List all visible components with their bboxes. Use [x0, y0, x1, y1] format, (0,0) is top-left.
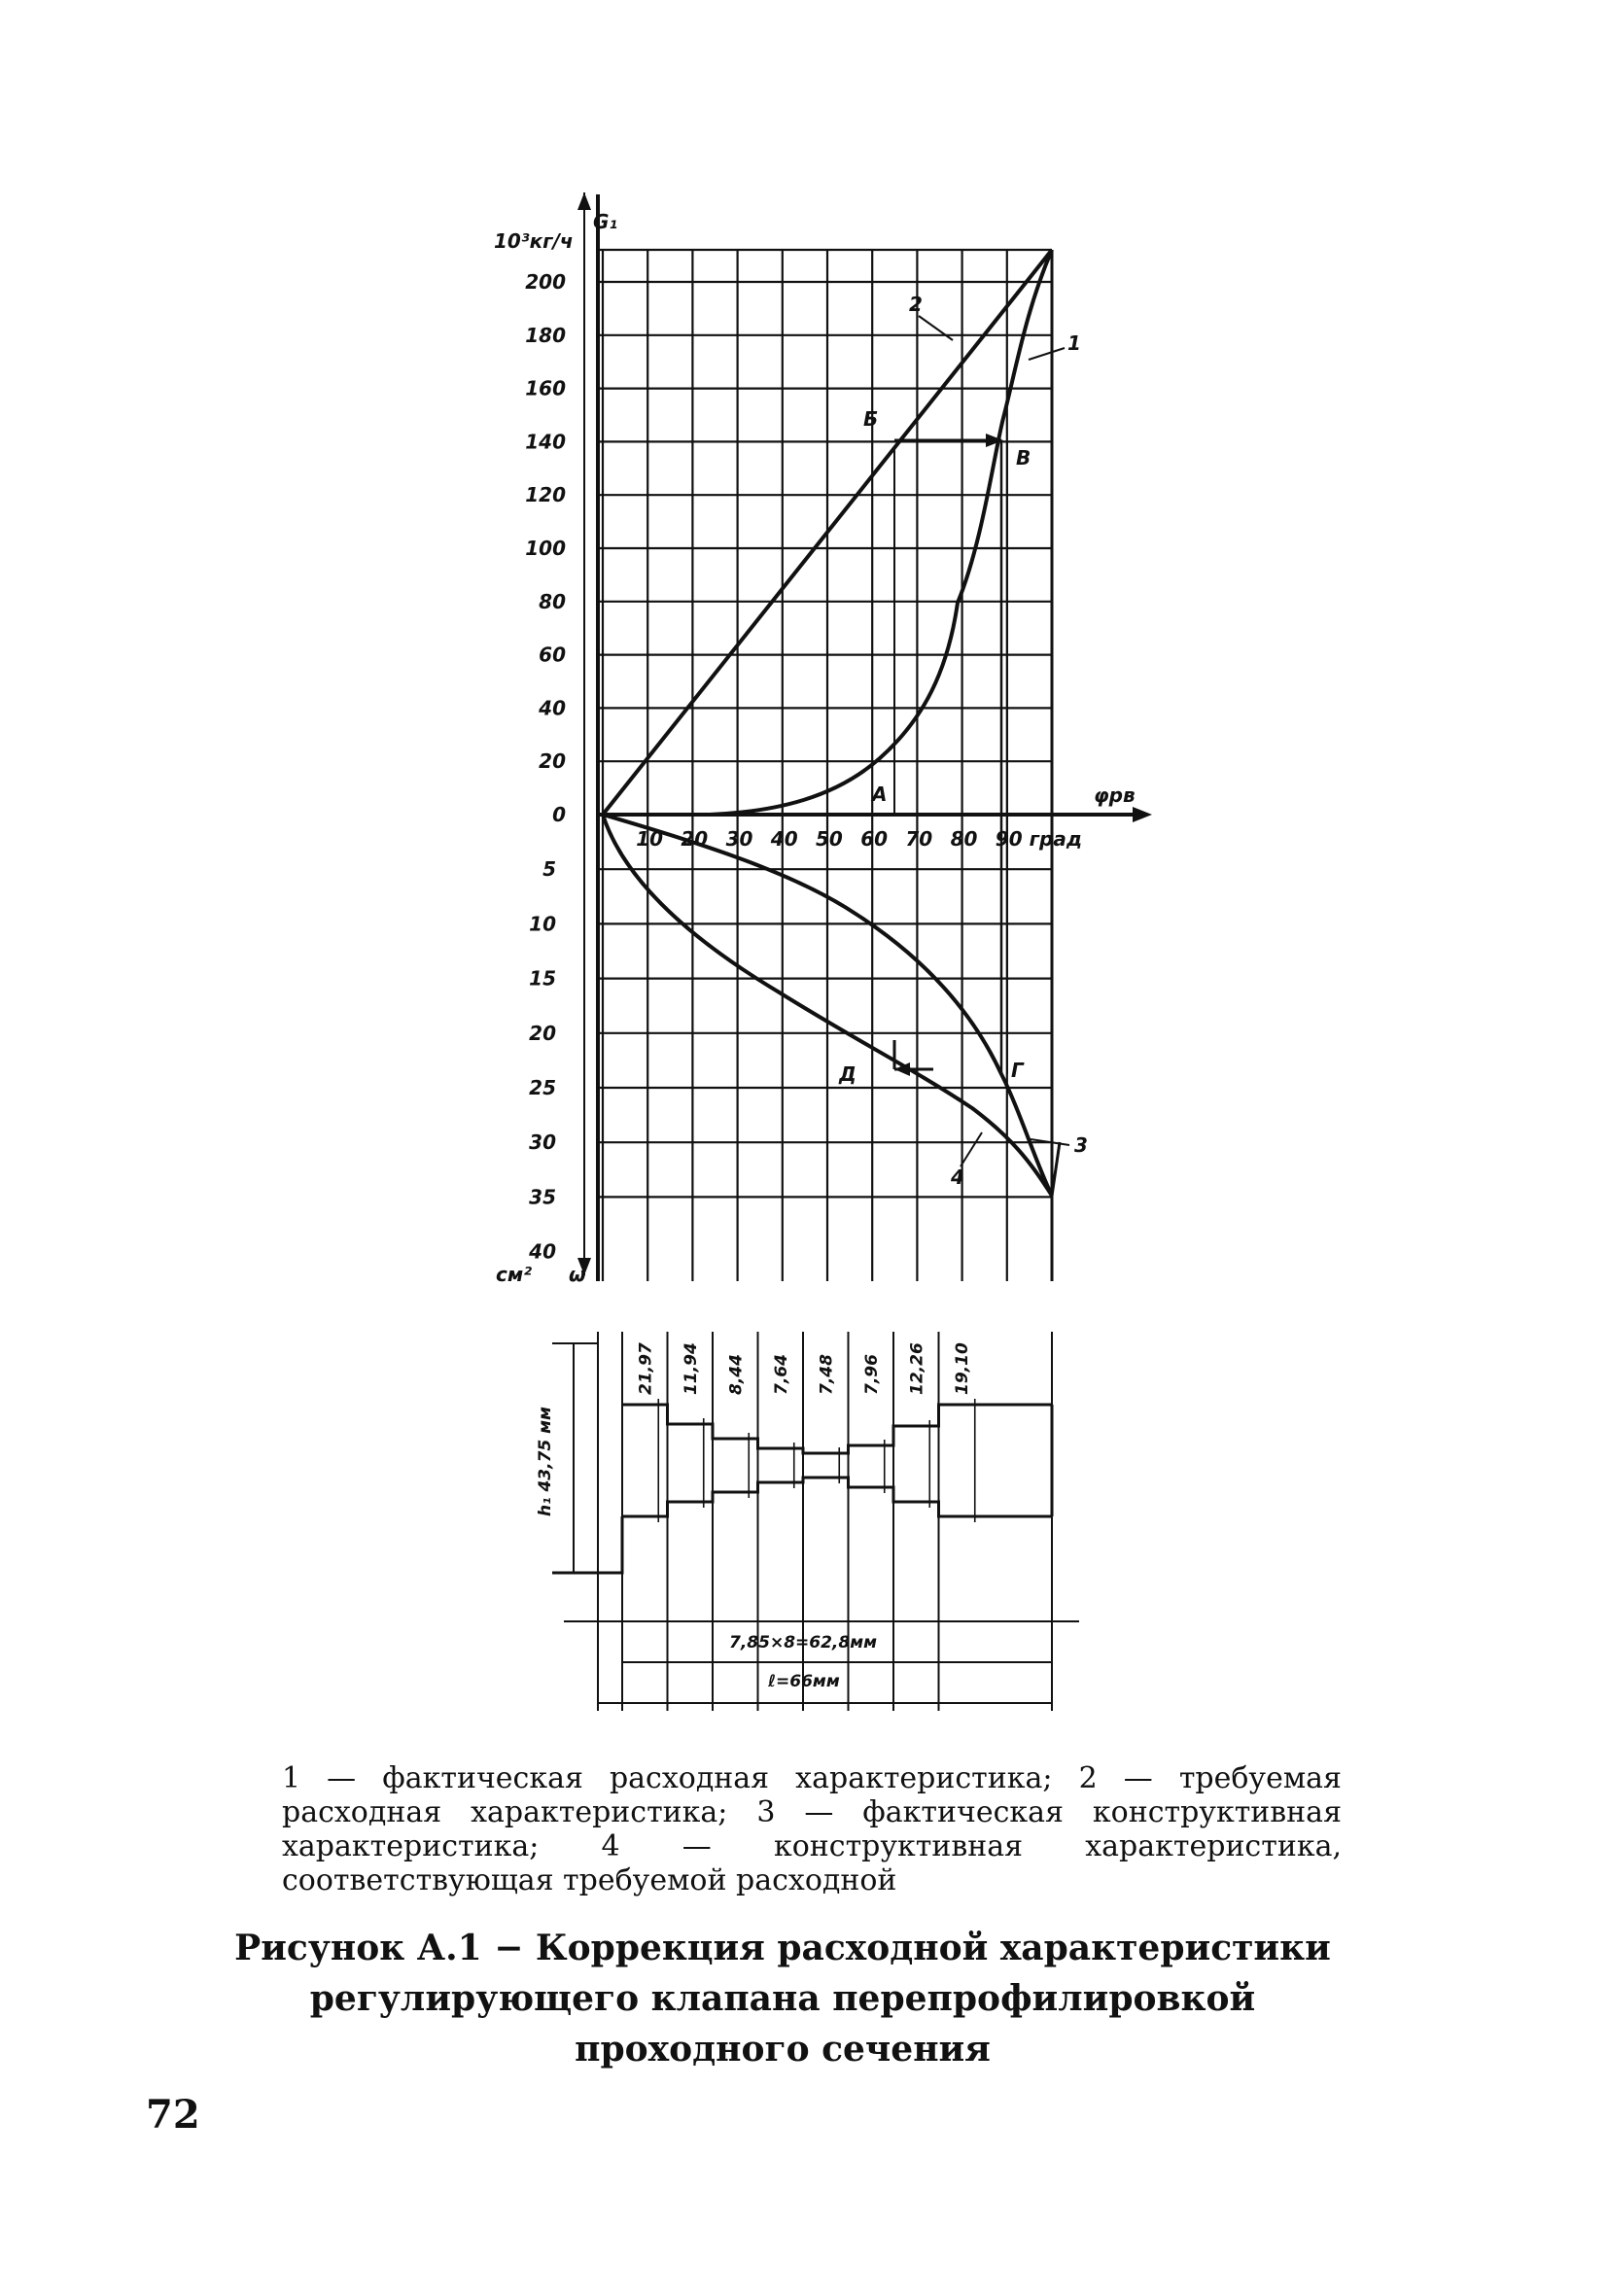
curve-label-4: 4 [951, 1165, 964, 1189]
y-tick-label: 60 [539, 643, 566, 667]
profile-height-label: h₁ 43,75 мм [536, 1407, 555, 1516]
profile-dim-label: 12,26 [907, 1342, 927, 1395]
y-tick-label: 20 [529, 1021, 556, 1045]
dim-step-label: 7,85×8=62,8мм [729, 1633, 877, 1652]
y-tick-label: 20 [539, 749, 566, 774]
y-tick-label: 40 [539, 696, 566, 720]
leader-4 [961, 1132, 982, 1166]
y-tick-label: 5 [542, 857, 556, 882]
curve-label-2: 2 [909, 293, 923, 316]
page-number: 72 [146, 2092, 200, 2138]
profile-dim-label: 11,94 [681, 1342, 701, 1395]
y-tick-label: 0 [552, 803, 566, 826]
title-line-3: проходного сечения [575, 2029, 991, 2070]
profile-dim-label: 7,64 [771, 1354, 791, 1395]
profile-lower-edge [622, 1478, 1052, 1516]
profile-dims [636, 1342, 975, 1522]
profile-upper-edge [622, 1405, 1052, 1453]
y-tick-label: 140 [525, 430, 566, 454]
x-tick-label: 50 [816, 827, 843, 851]
x-axis-arrow-icon [1133, 807, 1152, 822]
figure-caption: 1 — фактическая расходная характеристика; 2 — требуемая расходная характеристика; 3 — фактическая конструктивная характеристика; 4 — конструктивная характеристика, соответствующая требуемой расходной [282, 1761, 1342, 1897]
dim-total-label: ℓ=66мм [768, 1672, 840, 1691]
profile-dim-label: 21,97 [636, 1342, 656, 1395]
y-tick-label: 120 [525, 483, 566, 507]
point-label-d: Д [839, 1062, 856, 1086]
y-tick-label: 160 [525, 376, 566, 400]
y-tick-label: 180 [525, 323, 566, 347]
point-label-b: Б [863, 407, 879, 431]
profile-dim-label: 8,44 [726, 1354, 747, 1395]
y-tick-label: 25 [529, 1076, 556, 1099]
profile-dim-label: 7,96 [861, 1354, 882, 1395]
profile-left-base [552, 1516, 622, 1573]
profile-dim-label: 19,10 [952, 1342, 972, 1395]
x-symbol: φрв [1094, 783, 1136, 807]
y-symbol-top: G₁ [593, 210, 618, 233]
y-symbol-bottom: ω [569, 1263, 586, 1286]
curve-label-3: 3 [1074, 1133, 1088, 1157]
y-ticks-top [525, 270, 566, 826]
x-tick-label: 70 [905, 827, 933, 851]
title-line-1: Рисунок А.1 − Коррекция расходной характеристики [234, 1928, 1331, 1968]
y-ticks-bottom [528, 857, 556, 1263]
point-label-a: А [872, 783, 888, 806]
y-tick-label: 100 [525, 537, 566, 560]
x-tick-label: 90 град [995, 827, 1083, 851]
y-tick-label: 200 [525, 270, 566, 294]
y-tick-label: 80 [539, 589, 566, 613]
chart-grid [598, 250, 1052, 1281]
y-tick-label: 10 [529, 912, 556, 936]
x-ticks [636, 827, 1082, 851]
figure-title [233, 1923, 1332, 2074]
leader-2 [919, 316, 953, 340]
x-tick-label: 20 [681, 827, 709, 851]
y-tick-label: 15 [529, 966, 556, 991]
profile-dim-label: 7,48 [817, 1354, 837, 1395]
y-tick-label: 40 [529, 1239, 556, 1264]
title-line-2: регулирующего клапана перепрофилировкой [309, 1978, 1256, 2019]
x-tick-label: 40 [770, 827, 798, 851]
y-tick-label: 35 [529, 1185, 556, 1209]
point-label-v: В [1016, 446, 1031, 470]
point-label-g: Г [1011, 1059, 1024, 1082]
curve-label-1: 1 [1067, 331, 1081, 355]
x-tick-label: 10 [636, 827, 664, 851]
y-tick-label: 30 [529, 1131, 556, 1155]
y-unit-bottom: см² [496, 1263, 532, 1286]
leader-1 [1029, 348, 1065, 360]
valve-profile [552, 1332, 1079, 1711]
x-tick-label: 80 [950, 827, 978, 851]
x-tick-label: 30 [725, 827, 753, 851]
x-tick-label: 60 [860, 827, 889, 851]
y-unit-top: 10³кг/ч [494, 229, 574, 253]
